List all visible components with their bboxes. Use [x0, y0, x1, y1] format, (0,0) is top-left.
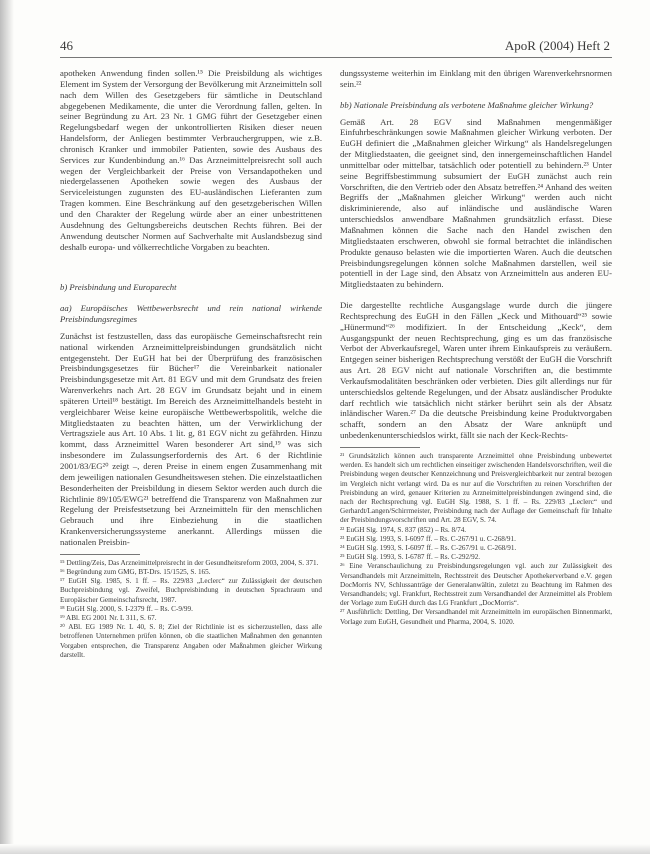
scan-shadow-left	[0, 0, 14, 854]
right-column	[340, 68, 612, 810]
footnote: ²¹ Grundsätzlich können auch transparente Arzneimittel ohne Preisbindung unbewertet werden. Es handelt sich um rechtlichen einseitiger zwischenden Handelsvorschriften, weil die Preisbindung wegen deutscher Kennzeichnung und Preisvergleichbarkeit nur zentral bezogen im Vergleich nicht verlangt wird. Da es nur auf die Vorschriften zu reinen Vorschriften der Preisbindung an wird, genauer Kriterien zu Arzneimittelpreisbindungen zwingend sind, die nach der Rechtsprechung vgl. EuGH Slg. 1988, S. 1 ff. – Rs. 229/83 „Leclerc“ und Gerhardt/Langen/Schirrmeister, Preisbindung nach der Auflage der Gemeinschaft für Inhalte der Preisbindungsvorschriften und Art. 28 EGV, S. 74.	[340, 452, 612, 525]
footnote: ²⁶ Eine Veranschaulichung zu Preisbindungsregelungen vgl. auch zur Zulässigkeit des Versandhandels mit Arzneimitteln, Rechtsstreit des Deutscher Apothekerverband e.V. gegen DocMorris NV, Schlussanträge der Generalanwältin, zuletzt zu Beachtung im Rahmen des Versandhandels; vgl. Frankfurt, Rechtsstreit zum Versandhandel der Arzneimittel als Problem der Vorlage zum EuGH durch das LG Frankfurt „DocMorris“.	[340, 562, 612, 608]
subsection-heading-aa: aa) Europäisches Wettbewerbsrecht und rein national wirkende Preisbindungsregimes	[60, 303, 322, 325]
footnote: ²² EuGH Slg. 1974, S. 837 (852) – Rs. 8/74.	[340, 525, 467, 534]
page-number: 46	[60, 38, 73, 53]
header-rule	[60, 57, 612, 58]
spacer	[60, 293, 322, 303]
spacer	[340, 90, 612, 100]
footnote: ²³ EuGH Slg. 1993, S. I-6097 ff. – Rs. C-267/91 u. C-268/91.	[340, 534, 516, 543]
section-heading-b: b) Preisbindung und Europarecht	[60, 282, 177, 293]
subsection-heading-bb: bb) Nationale Preisbindung als verbotene Maßnahme gleicher Wirkung?	[340, 99, 594, 110]
footnote-rule	[60, 554, 140, 555]
right-paragraph-3: Die dargestellte rechtliche Ausgangslage wurde durch die jüngere Rechtsprechung des EuGH in den Fällen „Keck und Mithouard“²⁵ sowie „Hünermund“²⁶ modifiziert. In der Entscheidung „Keck“, dem Ausgangspunkt der neuen Rechtsprechung, ging es um das französische Verbot der Abverkaufsregel, Waren unter ihrem Einkaufspreis zu veräußern. Entgegen seiner bisherigen Rechtsprechung verstößt der EuGH die Vorschrift aus Art. 28 EGV nicht auf nationale Vorschriften an, die bestimmte Verkaufsmodalitäten beschränken oder verbieten. Dies gilt allerdings nur für unterschiedslos geltende Regelungen, und der Absatz ausländischer Produkte darf rechtlich wie tatsächlich nicht stärker berührt sein als der Absatz inländischer Waren.²⁷ Da die deutsche Preisbindung keine Produktvorgaben schafft, sondern an den Absatz der Ware anknüpft und unbedenkenunterschiedslos wirkt, fällt sie nach der Keck-Rechts-	[340, 300, 612, 441]
left-column	[60, 68, 322, 810]
spacer	[340, 290, 612, 300]
footnote: ²⁷ Ausführlich: Dettling, Der Versandhandel mit Arzneimitteln im europäischen Binnenmarkt, Vorlage zum EuGH, Gesundheit und Pharma, 2004, S. 1020.	[340, 608, 612, 626]
footnote: ²⁵ EuGH Slg. 1993, S. I-6787 ff. – Rs. C-292/92.	[340, 553, 481, 562]
scan-shadow-bottom	[0, 844, 650, 854]
footnote: ²⁴ EuGH Slg. 1993, S. I-6097 ff. – Rs. C-267/91 u. C-268/91.	[340, 544, 517, 553]
footnote: ²⁰ ABl. EG 1989 Nr. L 40, S. 8; Ziel der Richtlinie ist es sicherzustellen, dass alle betroffenen Unternehmen prüfen können, ob die staatlichen Maßnahmen den genannten Vorgaben entsprechen, die Transparenz Angaben oder Maßnahmen gleicher Wirkung darstellt.	[60, 623, 322, 659]
footnote: ¹⁹ ABl. EG 2001 Nr. L 311, S. 67.	[60, 613, 157, 622]
left-paragraph-1: apotheken Anwendung finden sollen.¹⁵ Die Preisbildung als wichtiges Element im System der Versorgung der Bevölkerung mit Arzneimitteln soll nach dem Willen des Gesetzgebers für sämtliche in Deutschland abgegebenen Medikamente, die unter die Verordnung fallen, gelten. In seiner Begründung zu Art. 23 Nr. 1 GMG führt der Gesetzgeber einen Regelungsbedarf wegen der unkontrollierten Risiken dieser neuen Handelsform, der Anliegen bestimmter Verbrauchergruppen, wie z.B. chronisch Kranker und immobiler Patienten, sowie des Ausbaus des Services zur Kundenbindung an.¹⁶ Das Arzneimittelpreisrecht soll auch wegen der Vergleichbarkeit der Preise von Versandapotheken und niedergelassenen Apotheken sowie wegen des Ausbaus der Serviceleistungen zugunsten des EU-ausländischen Lieferanten zum Tragen kommen. Eine Beschränkung auf den gesetzgeberischen Willen und den Charakter der Regelung würde aber an einer unbestrittenen Ausdehnung des Geltungsbereichs deutschen Rechts führen. Bei der Anwendung deutscher Normen auf Sachverhalte mit Auslandsbezug sind deshalb europa- und völkerrechtliche Vorgaben zu beachten.	[60, 68, 322, 252]
left-paragraph-2: Zunächst ist festzustellen, dass das europäische Gemeinschaftsrecht rein national wirkenden Arzneimittelpreisbindungen grundsätzlich nicht entgegensteht. Der EuGH hat bei der Überprüfung des französischen Preisbindungsgesetzes für Bücher¹⁷ die Vereinbarkeit nationaler Preisbindungsgesetze mit Art. 81 EGV und mit dem Grundsatz des freien Warenverkehrs nach Art. 28 EGV im Grundsatz bejaht und in einem späteren Urteil¹⁸ bestätigt. Im Bereich des Arzneimittelhandels besteht in vergleichbarer Weise keine europäische Wettbewerbspolitik, welche die Mitgliedstaaten zu beachten hätten, um der Verwirklichung der Vertragsziele aus Art. 10 Abs. 1 lit. g, 81 EGV nicht zu gefährden. Hinzu kommt, dass Arzneimittel Waren besonderer Art sind,¹⁹ was sich insbesondere im Zulassungserfordernis des Art. 6 der Richtlinie 2001/83/EG²⁰ zeigt –, deren Preise in einem engen Zusammenhang mit dem jeweiligen nationalen Gesundheitswesen stehen. Die einzelstaatlichen Besonderheiten der Preisbildung in diesem Sektor werden auch durch die Richtlinie 89/105/EWG²¹ betreffend die Transparenz von Maßnahmen zur Regelung der Preisfestsetzung bei Arzneimitteln für den menschlichen Gebrauch und ihre Einbeziehung in die staatlichen Krankenversicherungssysteme anerkannt. Allerdings müssen die nationalen Preisbin-	[60, 330, 322, 547]
footnote: ¹⁵ Dettling/Zeis, Das Arzneimittelpreisrecht in der Gesundheitsreform 2003, 2004, S. 371.	[60, 558, 319, 567]
spacer	[60, 252, 322, 282]
right-paragraph-2: Gemäß Art. 28 EGV sind Maßnahmen mengenmäßiger Einfuhrbeschränkungen sowie Maßnahmen gleicher Wirkung verboten. Der EuGH definiert die „Maßnahmen gleicher Wirkung“ als Handelsregelungen der Mitgliedstaaten, die geeignet sind, den innergemeinschaftlichen Handel unmittelbar oder mittelbar, tatsächlich oder potentiell zu behindern.²³ Unter seine Begriffsbestimmung subsumiert der EuGH zunächst auch rein Vorschriften, die den Vertrieb oder den Absatz betreffen.²⁴ Anhand des weiten Begriffs der „Maßnahmen gleicher Wirkung“ werden auch nicht diskriminierende, also auf inländische und ausländische Waren unterschiedslos anwendbare Maßnahmen grundsätzlich erfasst. Diese Maßnahmen können die Sache nach den Handel zwischen den Mitgliedstaaten erschweren, obwohl sie formal betrachtet die inländischen Produkte genauso belasten wie die importierten Waren. Auch die deutschen Preisbindungsregelungen können solche Maßnahmen darstellen, weil sie potentiell in der Lage sind, den Absatz von Arzneimitteln aus anderen EU-Mitgliedstaaten zu behindern.	[340, 116, 612, 290]
journal-citation: ApoR (2004) Heft 2	[504, 38, 610, 53]
footnote: ¹⁸ EuGH Slg. 2000, S. I-2379 ff. – Rs. C-9/99.	[60, 604, 193, 613]
footnote: ¹⁶ Begründung zum GMG, BT-Drs. 15/1525, S. 165.	[60, 567, 211, 576]
footnote-rule	[340, 447, 420, 448]
right-paragraph-1: dungssysteme weiterhin im Einklang mit den übrigen Warenverkehrsnormen sein.²²	[340, 68, 612, 89]
footnote: ¹⁷ EuGH Slg. 1985, S. 1 ff. – Rs. 229/83 „Leclerc“ zur Zulässigkeit der deutschen Buchpreisbindung vgl. Zweifel, Buchpreisbindung in deutschen Sprachraum und Europäischer Gemeinschaftsrecht, 1987.	[60, 577, 322, 604]
